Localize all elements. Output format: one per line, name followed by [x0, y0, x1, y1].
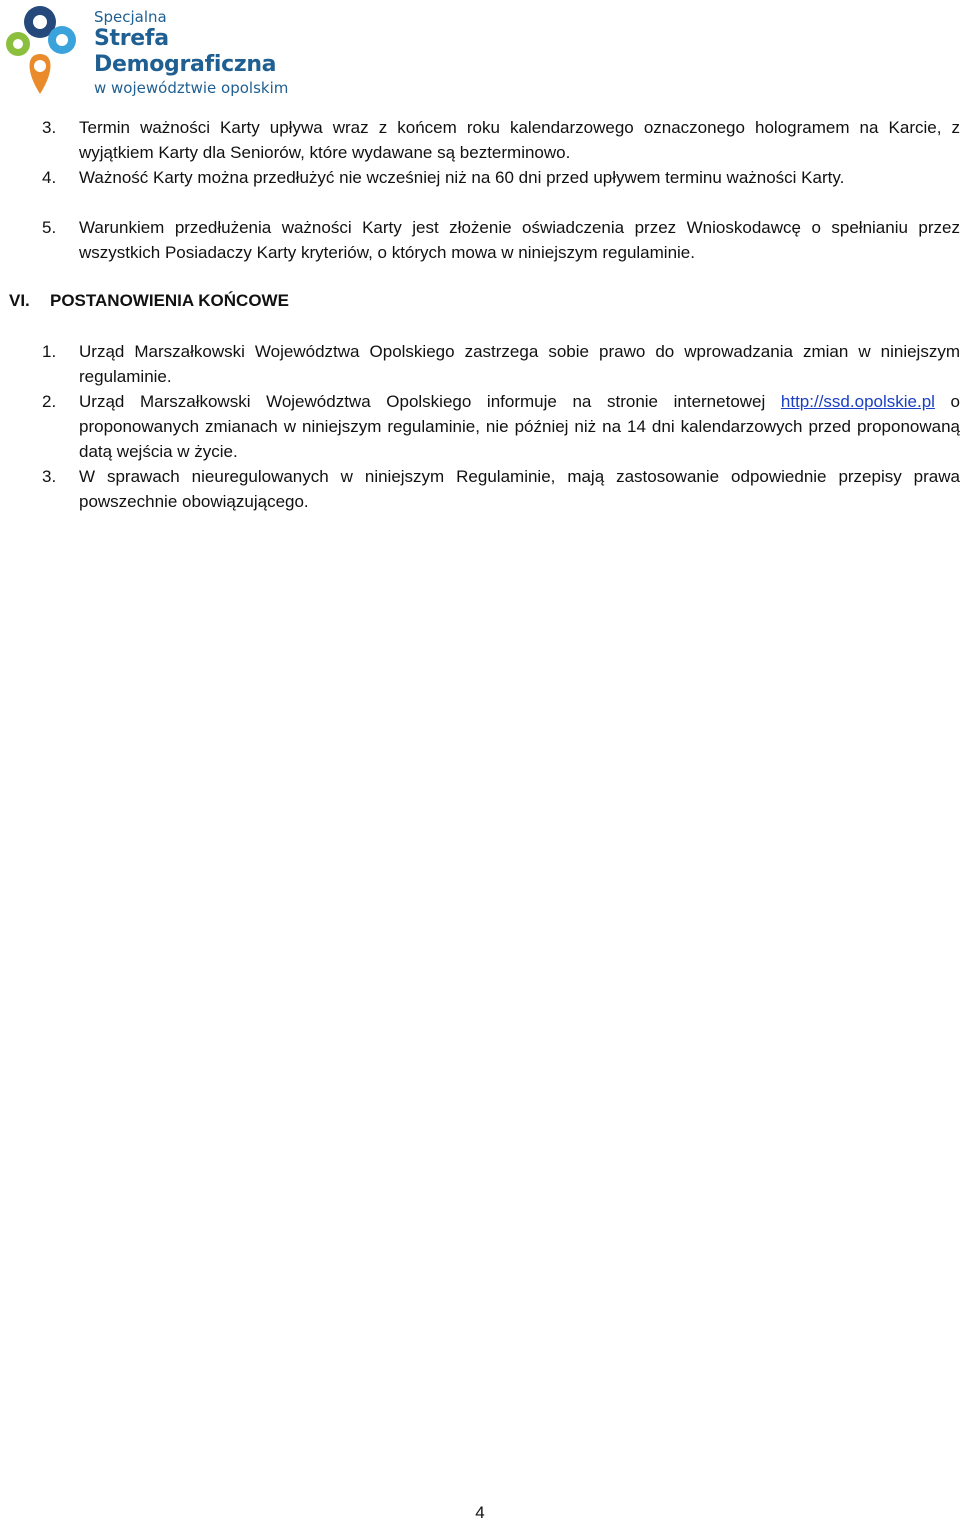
- list-item-text: W sprawach nieuregulowanych w niniejszym Regulaminie, mają zastosowanie odpowiednie przepisy prawa powszechnie obowiązującego.: [79, 467, 960, 511]
- list-item: [42, 339, 960, 389]
- website-link[interactable]: http://ssd.opolskie.pl: [780, 392, 935, 411]
- logo-pin-icon: [4, 2, 84, 98]
- list-item-text: Ważność Karty można przedłużyć nie wcześniej niż na 60 dni przed upływem terminu ważności Karty.: [79, 168, 845, 187]
- list-item: [42, 389, 960, 464]
- list-item-text-after: o proponowanych zmianach w niniejszym regulaminie, nie później niż na 14 dni kalendarzowych przed proponowaną datą wejścia w życie.: [79, 392, 960, 461]
- list-item: [42, 464, 960, 514]
- logo-line-3: w województwie opolskim: [94, 79, 289, 97]
- list-item-text: Termin ważności Karty upływa wraz z końcem roku kalendarzowego oznaczonego hologramem na Karcie, z wyjątkiem Karty dla Seniorów, które wydawane są bezterminowo.: [79, 118, 960, 162]
- section-heading: [9, 288, 289, 313]
- logo-text: [94, 8, 344, 98]
- logo-line-1: Specjalna: [94, 8, 167, 26]
- list-item-text-before: Urząd Marszałkowski Województwa Opolskiego informuje na stronie internetowej: [79, 392, 781, 411]
- logo-line-2: Strefa Demograficzna: [94, 26, 277, 77]
- list-item-number: 2.: [42, 392, 57, 411]
- list-item-number: 5.: [42, 218, 57, 237]
- list-item-number: 3.: [42, 118, 57, 137]
- logo: [4, 2, 344, 98]
- list-item-text: Warunkiem przedłużenia ważności Karty jest złożenie oświadczenia przez Wnioskodawcę o spełnianiu przez wszystkich Posiadaczy Karty kryteriów, o których mowa w niniejszym regulaminie.: [79, 218, 960, 262]
- section-number: VI.: [9, 291, 30, 310]
- list-item-number: 3.: [42, 467, 57, 486]
- list-item-text: Urząd Marszałkowski Województwa Opolskiego zastrzega sobie prawo do wprowadzania zmian w niniejszym regulaminie.: [79, 342, 960, 386]
- list-item: [42, 165, 960, 190]
- page-number: 4: [475, 1503, 485, 1522]
- list-item: [42, 115, 960, 165]
- list-item-text: [79, 389, 960, 464]
- list-item: [42, 215, 960, 265]
- section-title: POSTANOWIENIA KOŃCOWE: [50, 291, 289, 310]
- list-item-number: 1.: [42, 342, 57, 361]
- list-item-number: 4.: [42, 168, 57, 187]
